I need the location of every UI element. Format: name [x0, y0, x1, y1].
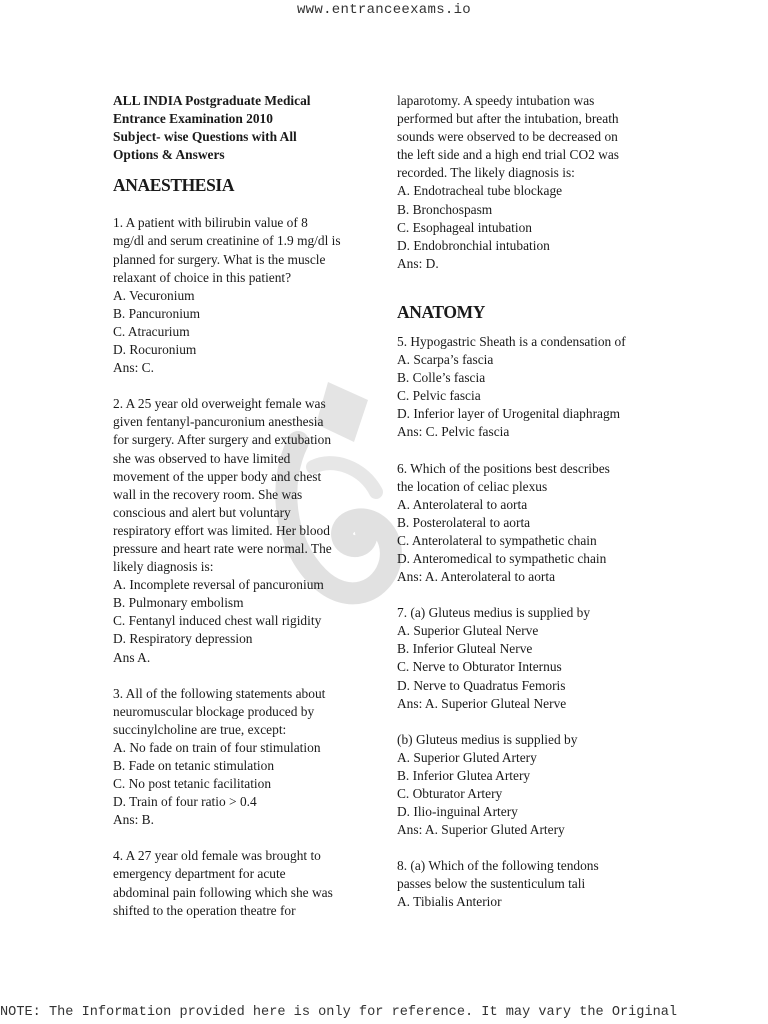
question-text-line: emergency department for acute: [113, 866, 286, 882]
question-text-line: the left side and a high end trial CO2 was: [397, 147, 620, 163]
option-line: A. Endotracheal tube blockage: [397, 183, 563, 199]
question-text-line: conscious and alert but voluntary: [113, 504, 291, 520]
option-line: C. No post tetanic facilitation: [113, 776, 272, 792]
option-line: D. Nerve to Quadratus Femoris: [397, 677, 566, 693]
question-text-line: 8. (a) Which of the following tendons: [397, 858, 599, 874]
question-block-5: [397, 333, 659, 442]
answer-line: Ans A.: [113, 649, 151, 665]
question-block-2: [113, 395, 375, 666]
question-text-line: 5. Hypogastric Sheath is a condensation of: [397, 333, 626, 349]
question-text-line: 7. (a) Gluteus medius is supplied by: [397, 605, 591, 621]
question-text-line: succinylcholine are true, except:: [113, 721, 287, 737]
footer-disclaimer: NOTE: The Information provided here is only for reference. It may vary the Original: [0, 1005, 678, 1020]
option-line: B. Posterolateral to aorta: [397, 514, 531, 530]
question-text-line: the location of celiac plexus: [397, 478, 548, 494]
question-text-line: laparotomy. A speedy intubation was: [397, 93, 595, 108]
option-line: D. Anteromedical to sympathetic chain: [397, 550, 607, 566]
answer-line: Ans: A. Superior Gluteal Nerve: [397, 695, 567, 711]
question-text-line: respiratory effort was limited. Her blood: [113, 522, 330, 538]
section-heading-anaesthesia: ANAESTHESIA: [113, 175, 235, 196]
option-line: A. Tibialis Anterior: [397, 894, 502, 910]
option-line: A. Anterolateral to aorta: [397, 496, 528, 512]
title-line: ALL INDIA Postgraduate Medical: [113, 93, 311, 108]
option-line: D. Train of four ratio > 0.4: [113, 794, 257, 810]
option-line: C. Anterolateral to sympathetic chain: [397, 532, 597, 548]
option-line: D. Inferior layer of Urogenital diaphragm: [397, 406, 621, 422]
answer-line: Ans: B.: [113, 812, 154, 828]
option-line: A. Scarpa’s fascia: [397, 352, 494, 368]
option-line: D. Rocuronium: [113, 342, 197, 358]
question-text-line: for surgery. After surgery and extubation: [113, 432, 332, 448]
option-line: D. Ilio-inguinal Artery: [397, 804, 518, 820]
option-line: A. No fade on train of four stimulation: [113, 739, 321, 755]
option-line: A. Superior Gluted Artery: [397, 749, 537, 765]
option-line: B. Pancuronium: [113, 305, 201, 321]
document-title: [113, 92, 375, 164]
option-line: C. Nerve to Obturator Internus: [397, 659, 562, 675]
question-text-line: recorded. The likely diagnosis is:: [397, 165, 575, 181]
question-text-line: 6. Which of the positions best describes: [397, 460, 610, 476]
option-line: B. Fade on tetanic stimulation: [113, 758, 275, 773]
option-line: C. Obturator Artery: [397, 786, 503, 801]
option-line: A. Incomplete reversal of pancuronium: [113, 577, 324, 593]
option-line: C. Pelvic fascia: [397, 388, 481, 404]
option-line: A. Superior Gluteal Nerve: [397, 623, 539, 639]
section-heading-anatomy: ANATOMY: [397, 301, 485, 322]
option-line: B. Pulmonary embolism: [113, 595, 244, 611]
question-text-line: performed but after the intubation, breath: [397, 111, 619, 127]
option-line: B. Colle’s fascia: [397, 370, 486, 386]
option-line: C. Atracurium: [113, 323, 190, 339]
answer-line: Ans: C. Pelvic fascia: [397, 424, 510, 440]
question-text-line: sounds were observed to be decreased on: [397, 129, 618, 145]
question-block-1: [113, 214, 375, 377]
question-text-line: movement of the upper body and chest: [113, 468, 322, 484]
question-block-4: [113, 847, 375, 919]
option-line: D. Endobronchial intubation: [397, 237, 550, 253]
question-text-line: she was observed to have limited: [113, 450, 291, 466]
question-block-4-continued: [397, 92, 659, 273]
site-url-header: www.entranceexams.io: [296, 2, 472, 18]
answer-line: Ans: A. Anterolateral to aorta: [397, 569, 556, 585]
question-text-line: 1. A patient with bilirubin value of 8: [113, 215, 308, 231]
question-text-line: wall in the recovery room. She was: [113, 486, 303, 502]
answer-line: Ans: D.: [397, 255, 439, 271]
question-text-line: (b) Gluteus medius is supplied by: [397, 731, 578, 747]
answer-line: Ans: C.: [113, 360, 154, 376]
question-text-line: given fentanyl-pancuronium anesthesia: [113, 414, 324, 430]
option-line: D. Respiratory depression: [113, 631, 253, 647]
question-text-line: neuromuscular blockage produced by: [113, 703, 315, 719]
question-text-line: relaxant of choice in this patient?: [113, 269, 292, 285]
question-text-line: planned for surgery. What is the muscle: [113, 251, 326, 267]
question-text-line: pressure and heart rate were normal. The: [113, 540, 332, 556]
question-text-line: abdominal pain following which she was: [113, 884, 333, 900]
question-text-line: passes below the sustenticulum tali: [397, 876, 586, 892]
question-text-line: likely diagnosis is:: [113, 559, 214, 575]
title-line: Entrance Examination 2010: [113, 111, 273, 127]
question-text-line: 3. All of the following statements about: [113, 685, 326, 701]
title-line: Subject- wise Questions with All: [113, 129, 297, 145]
right-column: [397, 92, 659, 912]
question-block-3: [113, 685, 375, 830]
question-text-line: 4. A 27 year old female was brought to: [113, 848, 321, 864]
question-block-7a: [397, 604, 659, 713]
option-line: B. Inferior Glutea Artery: [397, 767, 531, 783]
option-line: A. Vecuronium: [113, 287, 195, 303]
question-text-line: mg/dl and serum creatinine of 1.9 mg/dl is: [113, 233, 341, 249]
question-block-8a: [397, 857, 659, 911]
question-block-6: [397, 460, 659, 587]
option-line: C. Esophageal intubation: [397, 219, 532, 235]
option-line: B. Bronchospasm: [397, 201, 493, 217]
answer-line: Ans: A. Superior Gluted Artery: [397, 822, 565, 838]
option-line: C. Fentanyl induced chest wall rigidity: [113, 613, 322, 629]
option-line: B. Inferior Gluteal Nerve: [397, 641, 533, 657]
question-text-line: 2. A 25 year old overweight female was: [113, 396, 326, 412]
question-text-line: shifted to the operation theatre for: [113, 902, 296, 918]
left-column: [113, 92, 375, 920]
question-block-7b: [397, 731, 659, 840]
title-line: Options & Answers: [113, 147, 225, 163]
